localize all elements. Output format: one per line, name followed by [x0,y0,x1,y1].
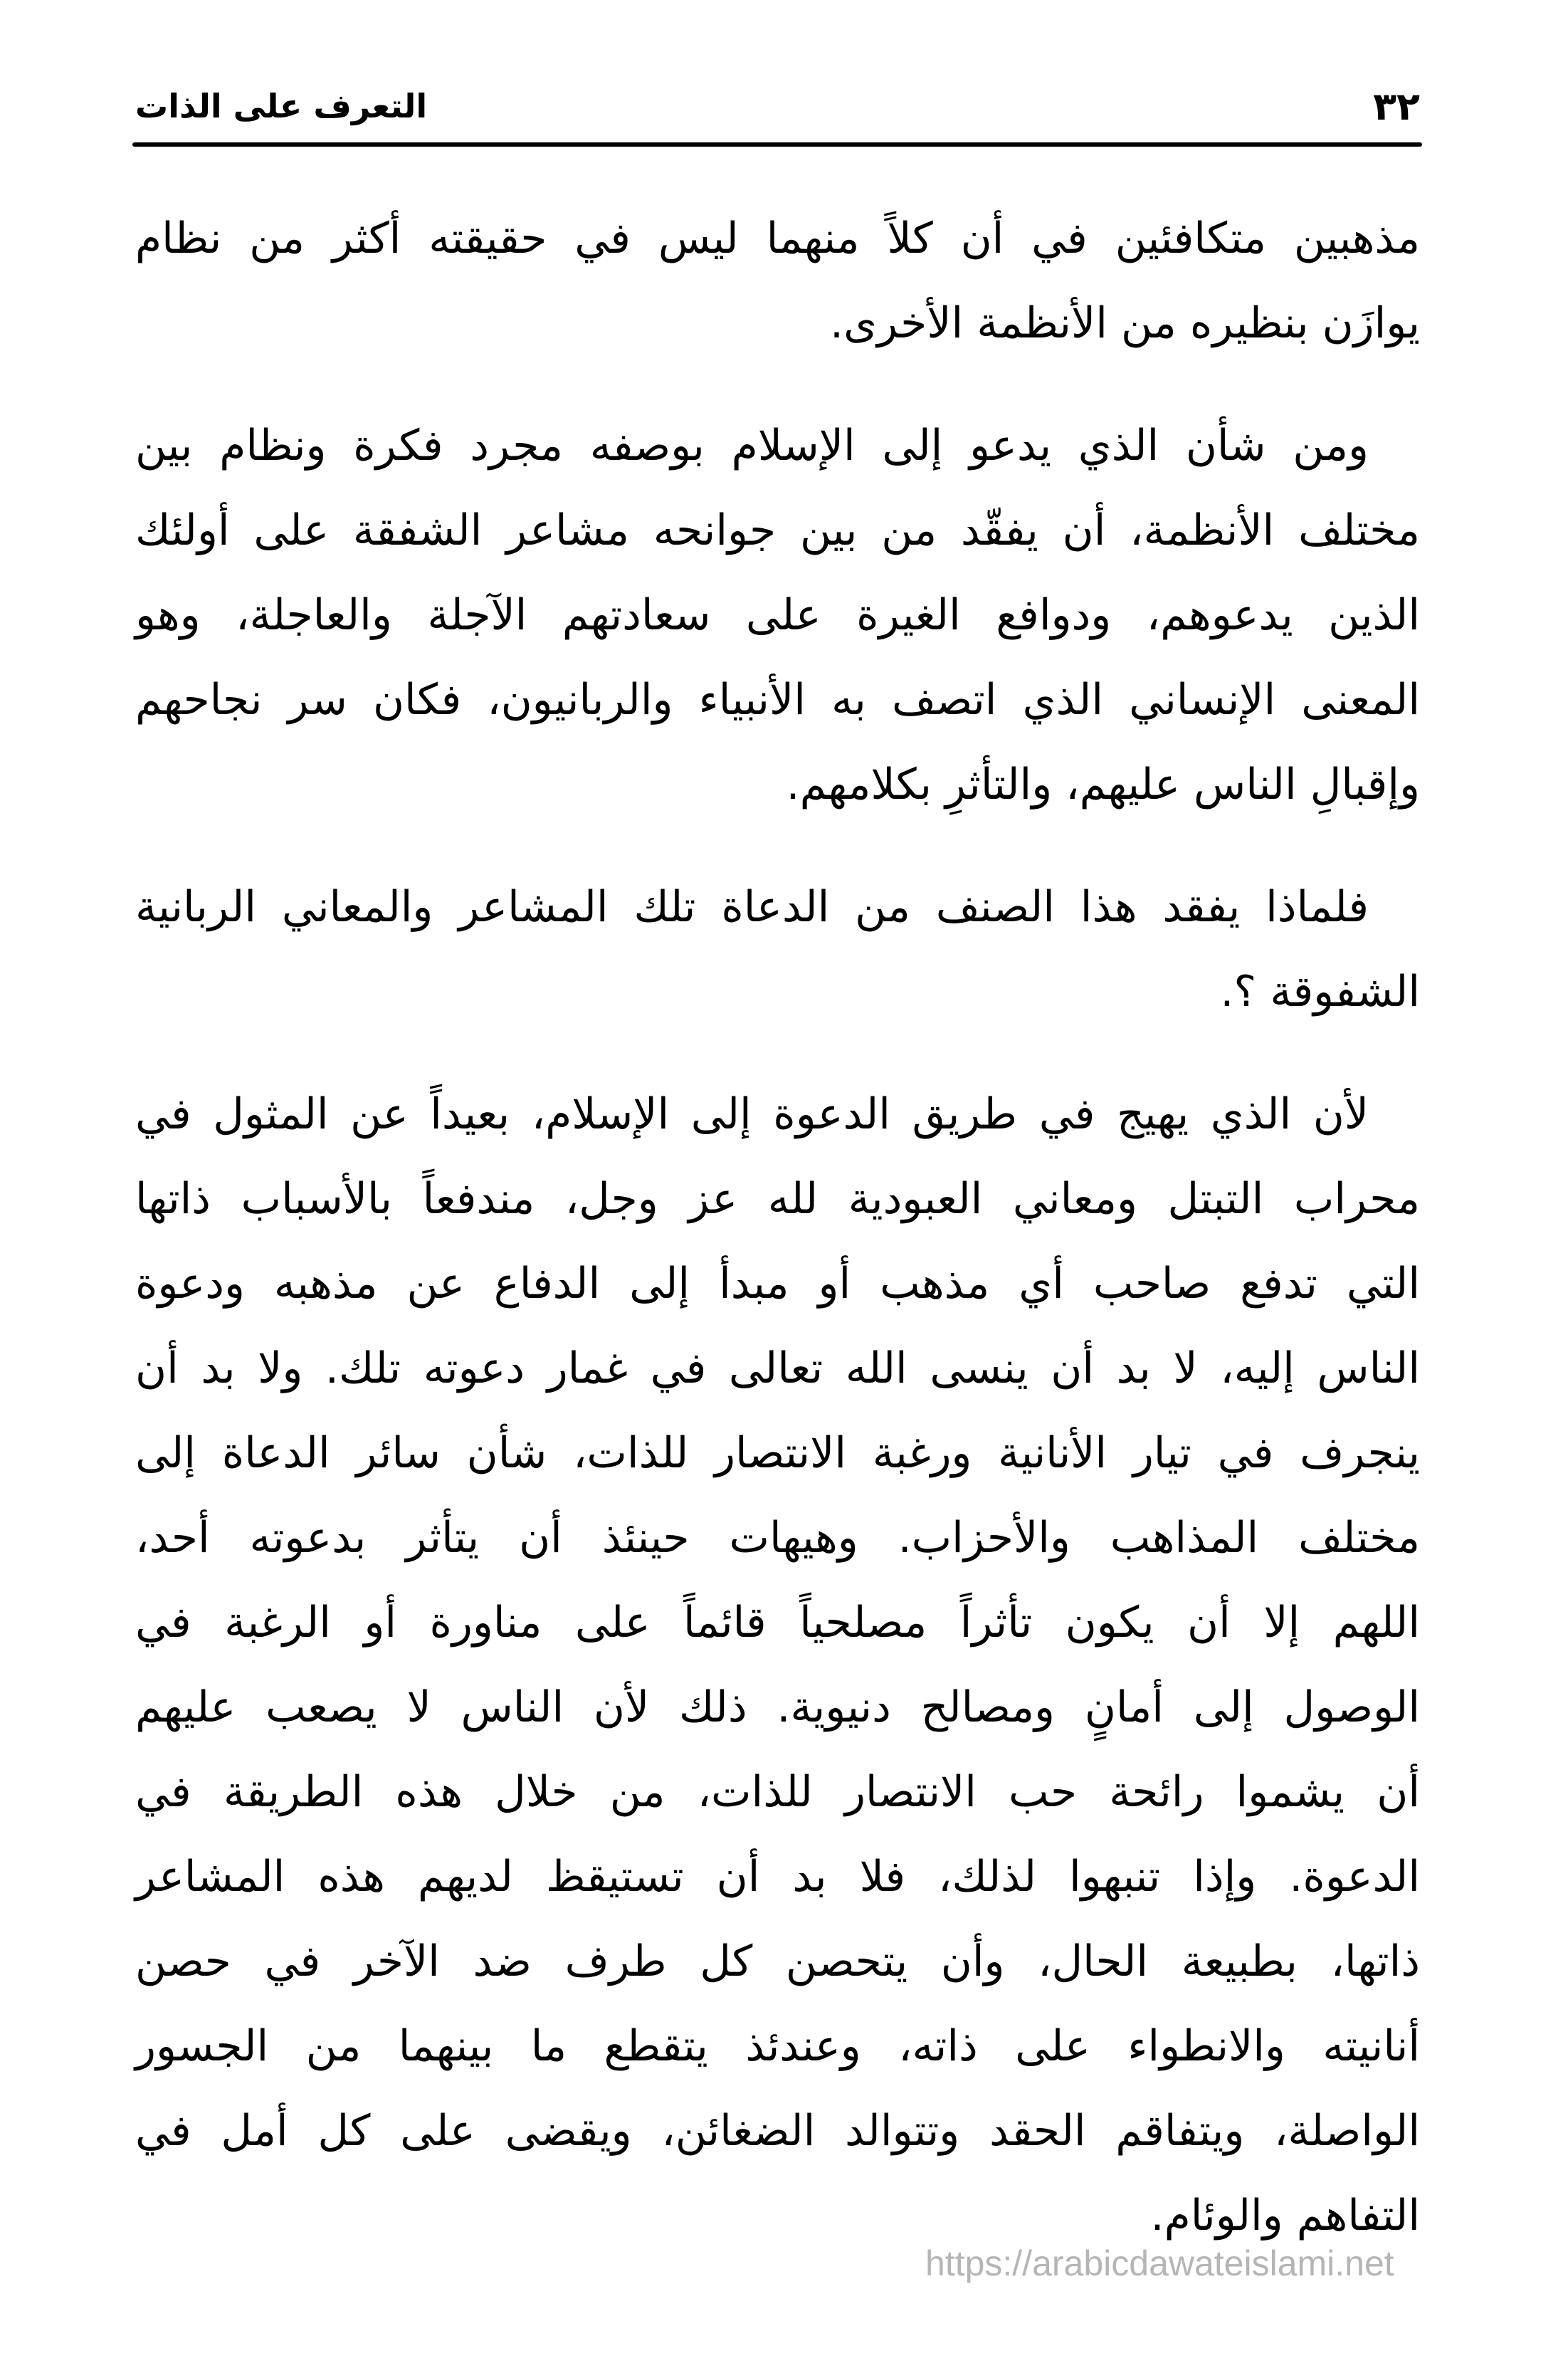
text-line: الدعوة. وإذا تنبهوا لذلك، فلا بد أن تستيقظ لديهم هذه المشاعر [135,1852,1420,1902]
running-title: التعرف على الذات [135,87,428,125]
watermark-url: https://arabicdawateislami.net [925,2243,1394,2283]
text-line: الوصول إلى أمانٍ ومصالح دنيوية. ذلك لأن الناس لا يصعب عليهم [135,1682,1420,1732]
text-line: مختلف المذاهب والأحزاب. وهيهات حينئذ أن يتأثر بدعوته أحد، [135,1513,1420,1563]
paragraph [135,1072,1420,2258]
text-line: محراب التبتل ومعاني العبودية لله عز وجل، مندفعاً بالأسباب ذاتها [135,1174,1420,1224]
text-line: ذاتها، بطبيعة الحال، وأن يتحصن كل طرف ضد الآخر في حصن [135,1937,1420,1986]
paragraph [135,197,1420,366]
text-line: الشفوقة ؟. [1220,967,1420,1017]
text-line: يوازَن بنظيره من الأنظمة الأخرى. [830,298,1420,348]
text-line: الذين يدعوهم، ودوافع الغيرة على سعادتهم الآجلة والعاجلة، وهو [135,590,1420,640]
header-rule [132,142,1422,147]
text-line: مختلف الأنظمة، أن يفقّد من بين جوانحه مشاعر الشفقة على أولئك [135,505,1420,555]
running-header [135,84,1420,141]
paragraph [135,404,1420,827]
text-line: وإقبالِ الناس عليهم، والتأثرِ بكلامهم. [786,760,1420,810]
text-line: فلماذا يفقد هذا الصنف من الدعاة تلك المشاعر والمعاني الربانية [135,882,1369,932]
text-line: التفاهم والوئام. [1150,2191,1420,2241]
text-line: التي تدفع صاحب أي مذهب أو مبدأ إلى الدفاع عن مذهبه ودعوة [135,1259,1420,1309]
page-number: ٣٢ [1373,84,1420,129]
text-line: اللهم إلا أن يكون تأثراً مصلحياً قائماً على مناورة أو الرغبة في [135,1598,1420,1647]
text-line: لأن الذي يهيج في طريق الدعوة إلى الإسلام، بعيداً عن المثول في [135,1089,1369,1139]
text-line: ينجرف في تيار الأنانية ورغبة الانتصار للذات، شأن سائر الدعاة إلى [135,1428,1420,1478]
text-line: المعنى الإنساني الذي اتصف به الأنبياء والربانيون، فكان سر نجاحهم [135,675,1420,725]
page-body [135,197,1420,2296]
text-line: مذهبين متكافئين في أن كلاً منهما ليس في حقيقته أكثر من نظام [135,214,1420,263]
text-line: أن يشموا رائحة حب الانتصار للذات، من خلال هذه الطريقة في [135,1767,1420,1817]
text-line: الناس إليه، لا بد أن ينسى الله تعالى في غمار دعوته تلك. ولا بد أن [135,1343,1420,1393]
text-line: أنانيته والانطواء على ذاته، وعندئذ يتقطع ما بينهما من الجسور [135,2021,1420,2071]
text-line: ومن شأن الذي يدعو إلى الإسلام بوصفه مجرد فكرة ونظام بين [135,421,1369,471]
paragraph [135,865,1420,1034]
text-line: الواصلة، ويتفاقم الحقد وتتوالد الضغائن، ويقضى على كل أمل في [135,2106,1420,2156]
